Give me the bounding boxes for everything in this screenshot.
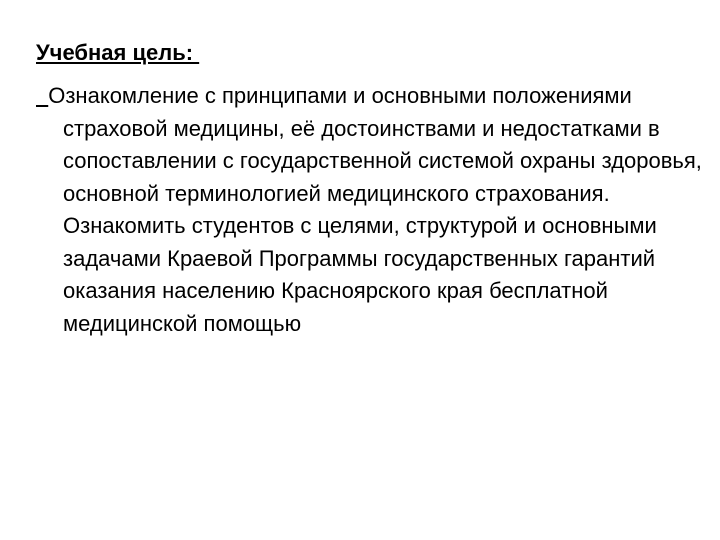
slide-heading: Учебная цель: [36,40,200,65]
body-paragraph: Ознакомление с принципами и основными положениями страховой медицины, её достоинствами и недостатками в сопоставлении с государственной системой охраны здоровья, основной терминологией медицинского страхования. Ознакомить студентов с целями, структурой и основными задачами Краевой Программы государственных гарантий оказания населению Красноярского края бесплатной медицинской помощью [48,83,702,336]
bullet-marker [36,83,48,108]
slide-body [36,80,703,340]
